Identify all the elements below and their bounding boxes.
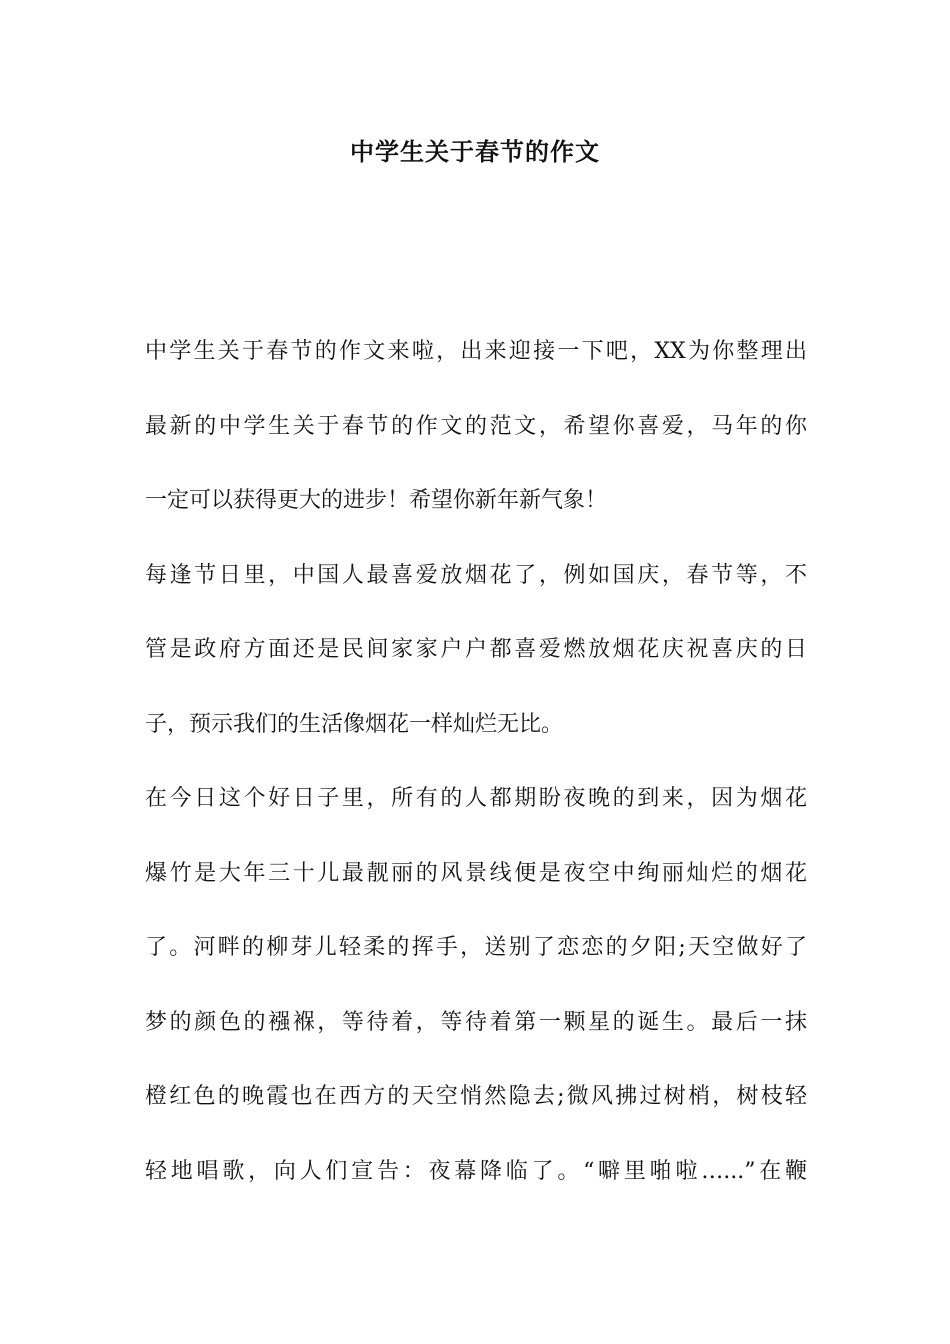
document-title: 中学生关于春节的作文 xyxy=(350,138,600,166)
document-body xyxy=(145,332,807,1226)
text-line: 中学生关于春节的作文来啦，出来迎接一下吧，XX为你整理出 xyxy=(145,339,807,364)
text-line: 轻地唱歌，向人们宣告：夜幕降临了。“噼里啪啦…...”在鞭 xyxy=(145,1158,807,1184)
paragraph-2 xyxy=(145,556,807,780)
text-line: 最新的中学生关于春节的作文的范文，希望你喜爱，马年的你 xyxy=(145,413,807,439)
text-line: 了。河畔的柳芽儿轻柔的挥手，送别了恋恋的夕阳;天空做好了 xyxy=(145,935,807,960)
text-line: 橙红色的晚霞也在西方的天空悄然隐去;微风拂过树梢，树枝轻 xyxy=(145,1084,807,1109)
text-line: 爆竹是大年三十儿最靓丽的风景线便是夜空中绚丽灿烂的烟花 xyxy=(145,860,807,886)
text-line: 在今日这个好日子里，所有的人都期盼夜晚的到来，因为烟花 xyxy=(145,786,807,811)
paragraph-1 xyxy=(145,332,807,556)
text-line: 梦的颜色的襁褓，等待着，等待着第一颗星的诞生。最后一抹 xyxy=(145,1009,807,1035)
text-line: 一定可以获得更大的进步！希望你新年新气象！ xyxy=(145,488,608,513)
paragraph-3 xyxy=(145,779,807,1226)
text-line: 管是政府方面还是民间家家户户都喜爱燃放烟花庆祝喜庆的日 xyxy=(145,637,807,662)
text-line: 每逢节日里，中国人最喜爱放烟花了，例如国庆，春节等，不 xyxy=(145,562,807,588)
text-line: 子，预示我们的生活像烟花一样灿烂无比。 xyxy=(145,711,564,737)
